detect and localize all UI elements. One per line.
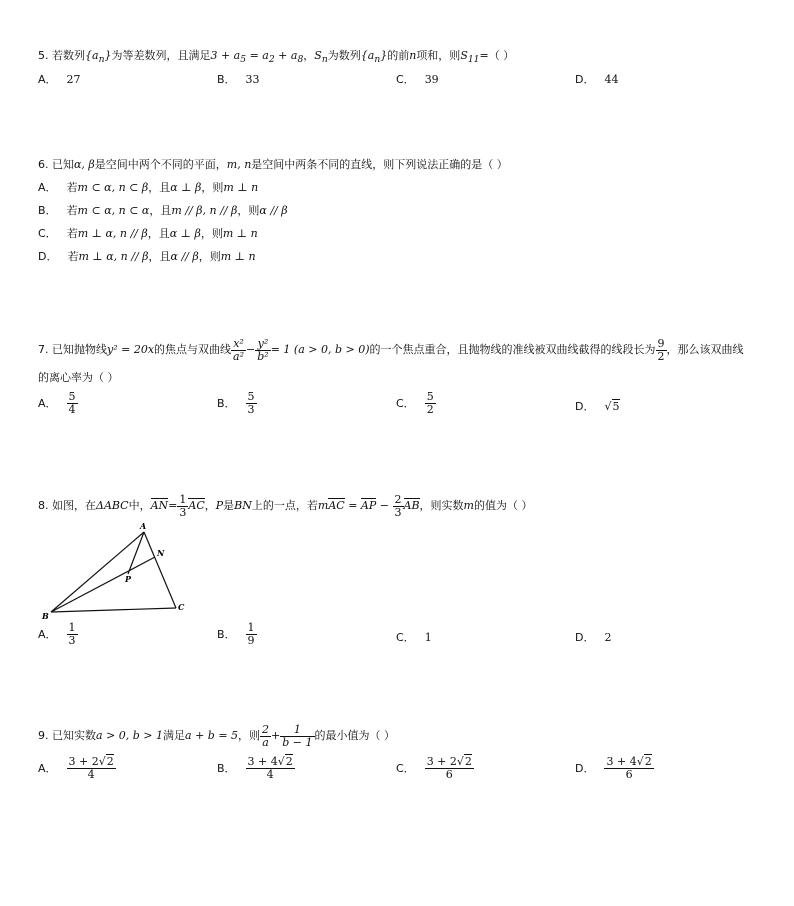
vertex-label-a: A bbox=[140, 521, 147, 531]
q9-option-d[interactable]: D． $\frac{3 + 4√2}{6}$ bbox=[575, 755, 652, 781]
q6-stem: 6. 已知α, β是空间中两个不同的平面，m, n是空间中两条不同的直线，则下列说法正确的是（ ） bbox=[38, 158, 508, 171]
triangle-figure bbox=[36, 520, 196, 625]
q7-option-c[interactable]: C． $\frac{5}{2}$ bbox=[396, 390, 434, 416]
q5-option-d[interactable]: D． 44 bbox=[575, 73, 619, 86]
q5-stem: 5. 若数列$\{a_n\}$为等差数列，且满足$3 + a_5 = a_2 + a_8$，$S_n$为数列$\{a_n\}$的前n项和，则$S_{11}=$（ ） bbox=[38, 49, 515, 66]
q7-stem-continued: 的离心率为（ ） bbox=[38, 371, 119, 384]
hyperbola-y-term: $\frac{\text{y²}}{\text{b²}}$ bbox=[257, 336, 269, 363]
q6-option-c[interactable]: C． 若m ⊥ α, n // β，且α ⊥ β，则m ⊥ n bbox=[38, 227, 258, 240]
q8-stem: 8. 如图，在ΔABC中，AN= $\frac{1}{3}$ AC，P是BN上的一点，若mAC = AP − $\frac{2}{3}$ AB，则实数m的值为（ ） bbox=[38, 492, 533, 519]
vertex-label-c: C bbox=[178, 602, 185, 612]
q6-option-b[interactable]: B． 若m ⊂ α, n ⊂ α，且m // β, n // β，则α // β bbox=[38, 204, 288, 217]
point-label-n: N bbox=[157, 548, 165, 558]
q6-option-d[interactable]: D． 若m ⊥ α, n // β，且α // β，则m ⊥ n bbox=[38, 250, 256, 263]
q9-stem: 9. 已知实数a > 0, b > 1满足a + b = 5，则 $\frac{2}{a}$ + $\frac{1}{b - 1}$ 的最小值为（ ） bbox=[38, 722, 396, 749]
q8-option-b[interactable]: B． $\frac{1}{9}$ bbox=[217, 621, 255, 647]
q8-option-a[interactable]: A． $\frac{1}{3}$ bbox=[38, 621, 76, 647]
point-label-p: P bbox=[125, 574, 132, 584]
segment-length-fraction: $\frac{9}{2}$ bbox=[657, 336, 665, 363]
edge-ba bbox=[51, 532, 144, 612]
edge-ac bbox=[144, 532, 176, 608]
q7-option-d[interactable]: D． √5 bbox=[575, 400, 620, 413]
q7-stem: 7. 已知抛物线y² = 20x的焦点与双曲线 $\frac{\text{x²}}{\text{a²}}$ − $\frac{\text{y²}}{\text{b²}}$ = 1 (a > 0, b > 0)的一个焦点重合，且抛物线的准线被双曲线截得的线段长为 $\frac{9}{2}$ ，那么该双曲线 bbox=[38, 336, 744, 363]
q7-option-a[interactable]: A． $\frac{5}{4}$ bbox=[38, 390, 76, 416]
q8-option-d[interactable]: D． 2 bbox=[575, 631, 612, 644]
segment-bn bbox=[51, 557, 155, 612]
q9-option-b[interactable]: B． $\frac{3 + 4√2}{4}$ bbox=[217, 755, 293, 781]
vertex-label-b: B bbox=[42, 611, 49, 621]
hyperbola-x-term: $\frac{\text{x²}}{\text{a²}}$ bbox=[233, 336, 245, 363]
q6-option-a[interactable]: A． 若m ⊂ α, n ⊂ β，且α ⊥ β，则m ⊥ n bbox=[38, 181, 259, 194]
edge-bc bbox=[51, 608, 176, 612]
q9-option-c[interactable]: C． $\frac{3 + 2√2}{6}$ bbox=[396, 755, 472, 781]
q5-option-c[interactable]: C． 39 bbox=[396, 73, 439, 86]
q7-option-b[interactable]: B． $\frac{5}{3}$ bbox=[217, 390, 255, 416]
q9-option-a[interactable]: A． $\frac{3 + 2√2}{4}$ bbox=[38, 755, 114, 781]
q8-option-c[interactable]: C． 1 bbox=[396, 631, 432, 644]
q5-option-b[interactable]: B． 33 bbox=[217, 73, 260, 86]
q5-option-a[interactable]: A． 27 bbox=[38, 73, 81, 86]
